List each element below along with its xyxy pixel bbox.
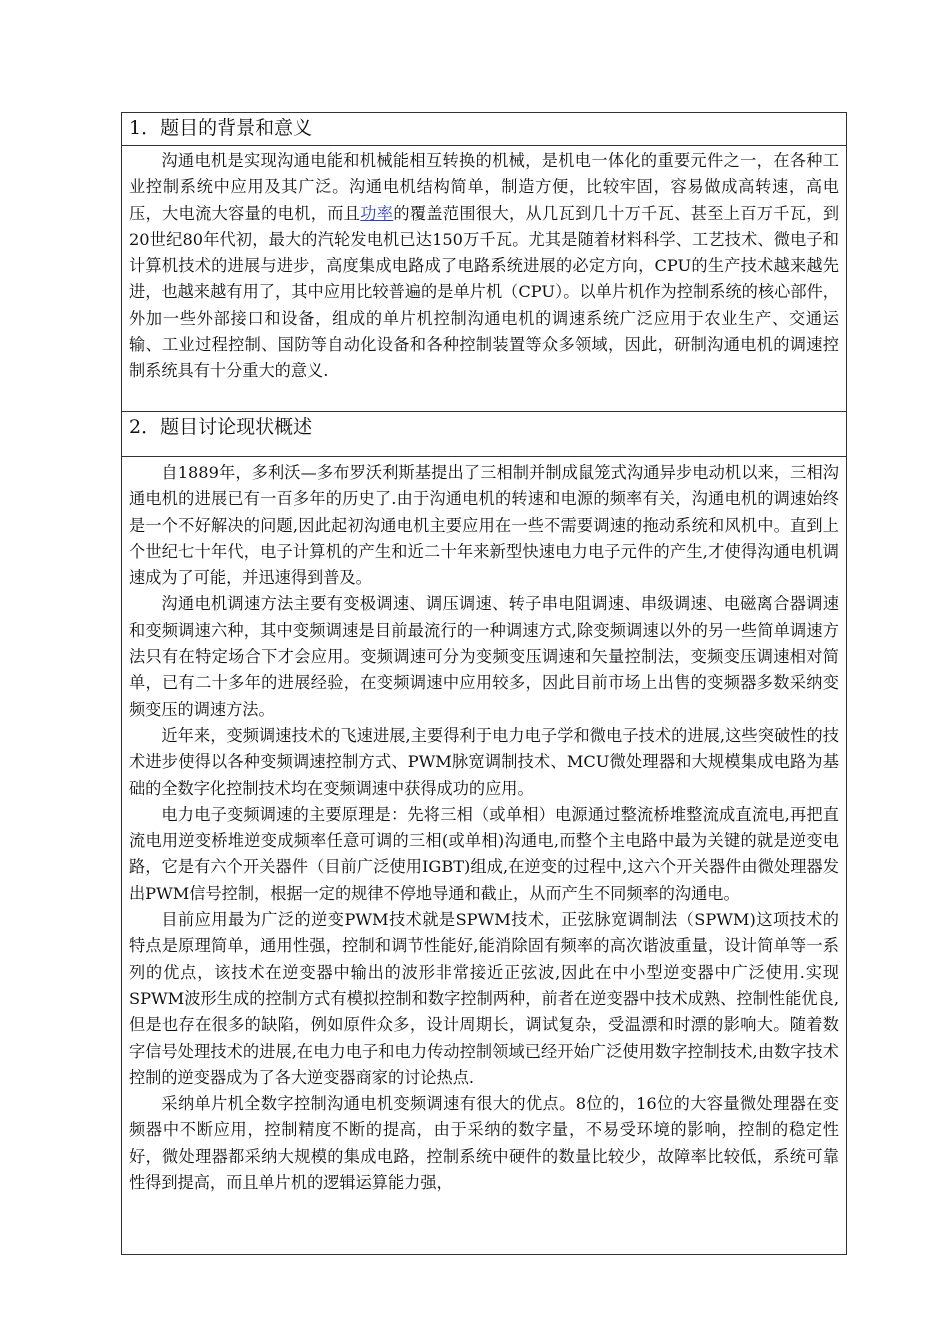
power-link[interactable]: 功率 [360,203,394,223]
section2-paragraph-2: 沟通电机调速方法主要有变极调速、调压调速、转子串电阻调速、串级调速、电磁离合器调速和变频调速六种，其中变频调速是目前最流行的一种调速方式,除变频调速以外的另一些简单调速方法只有在特定场合下才会应用。变频调速可分为变频变压调速和矢量控制法，变频变压调速相对简单，已有二十多年的进展经验，在变频调速中应用较多，因此目前市场上出售的变频器多数采纳变频变压的调速方法。 [129,594,839,719]
section2-paragraph-3: 近年来，变频调速技术的飞速进展,主要得利于电力电子学和微电子技术的进展,这些突破性的技术进步使得以各种变频调速控制方式、PWM脉宽调制技术、MCU微处理器和大规模集成电路为基础的全数字化控制技术均在变频调速中获得成功的应用。 [129,725,839,798]
section1-heading: 1．题目的背景和意义 [122,113,847,146]
section1-body [122,146,847,412]
section2-paragraph-6: 采纳单片机全数字控制沟通电机变频调速有很大的优点。8位的，16位的大容量微处理器在变频器中不断应用，控制精度不断的提高，由于采纳的数字量，不易受环境的影响，控制的稳定性好，微处理器都采纳大规模的集成电路，控制系统中硬件的数量比较少，故障率比较低，系统可靠性得到提高，而且单片机的逻辑运算能力强， [129,1094,839,1193]
section1-paragraph [129,148,839,385]
section1-text-before-link: 沟通电机是实现沟通电能和机械能相互转换的机械，是机电一体化的重要元件之一，在各种工业控制系统中应用及其广泛。沟通电机结构简单，制造方便，比较牢固，容易做成高转速，高电压，大电流大容量的电机，而且 [129,151,839,223]
proposal-table [121,112,847,1255]
section2-paragraph-4: 电力电子变频调速的主要原理是：先将三相（或单相）电源通过整流桥堆整流成直流电,再把直流电用逆变桥堆逆变成频率任意可调的三相(或单相)沟通电,而整个主电路中最为关键的就是逆变电路，它是有六个开关器件（目前广泛使用IGBT)组成,在逆变的过程中,这六个开关器件由微处理器发出PWM信号控制，根据一定的规律不停地导通和截止，从而产生不同频率的沟通电。 [129,804,839,903]
section2-paragraph-5: 目前应用最为广泛的逆变PWM技术就是SPWM技术，正弦脉宽调制法（SPWM)这项技术的特点是原理简单，通用性强，控制和调节性能好,能消除固有频率的高次谐波重量，设计简单等一系列的优点，该技术在逆变器中输出的波形非常接近正弦波,因此在中小型逆变器中广泛使用.实现SPWM波形生成的控制方式有模拟控制和数字控制两种，前者在逆变器中技术成熟、控制性能优良,但是也存在很多的缺陷，例如原件众多，设计周期长，调试复杂，受温漂和时漂的影响大。随着数字信号处理技术的进展,在电力电子和电力传动控制领域已经开始广泛使用数字控制技术,由数字技术控制的逆变器成为了各大逆变器商家的讨论热点. [129,910,839,1087]
section2-paragraph-1: 自1889年，多利沃—多布罗沃利斯基提出了三相制并制成鼠笼式沟通异步电动机以来，三相沟通电机的进展已有一百多年的历史了.由于沟通电机的转速和电源的频率有关，沟通电机的调速始终是一个不好解决的问题,因此起初沟通电机主要应用在一些不需要调速的拖动系统和风机中。直到上个世纪七十年代，电子计算机的产生和近二十年来新型快速电力电子元件的产生,才使得沟通电机调速成为了可能，并迅速得到普及。 [129,463,839,588]
section1-text-after-link: 的覆盖范围很大，从几瓦到几十万千瓦、甚至上百万千瓦，到20世纪80年代初，最大的汽轮发电机已达150万千瓦。尤其是随着材料科学、工艺技术、微电子和计算机技术的进展与进步，高度集成电路成了电路系统进展的必定方向，CPU的生产技术越来越先进，也越来越有用了，其中应用比较普遍的是单片机（CPU）。以单片机作为控制系统的核心部件，外加一些外部接口和设备，组成的单片机控制沟通电机的调速系统广泛应用于农业生产、交通运输、工业过程控制、国防等自动化设备和各种控制装置等众多领域，因此，研制沟通电机的调速控制系统具有十分重大的意义. [129,203,840,381]
section2-body [122,457,847,1255]
section2-heading: 2．题目讨论现状概述 [122,412,847,457]
